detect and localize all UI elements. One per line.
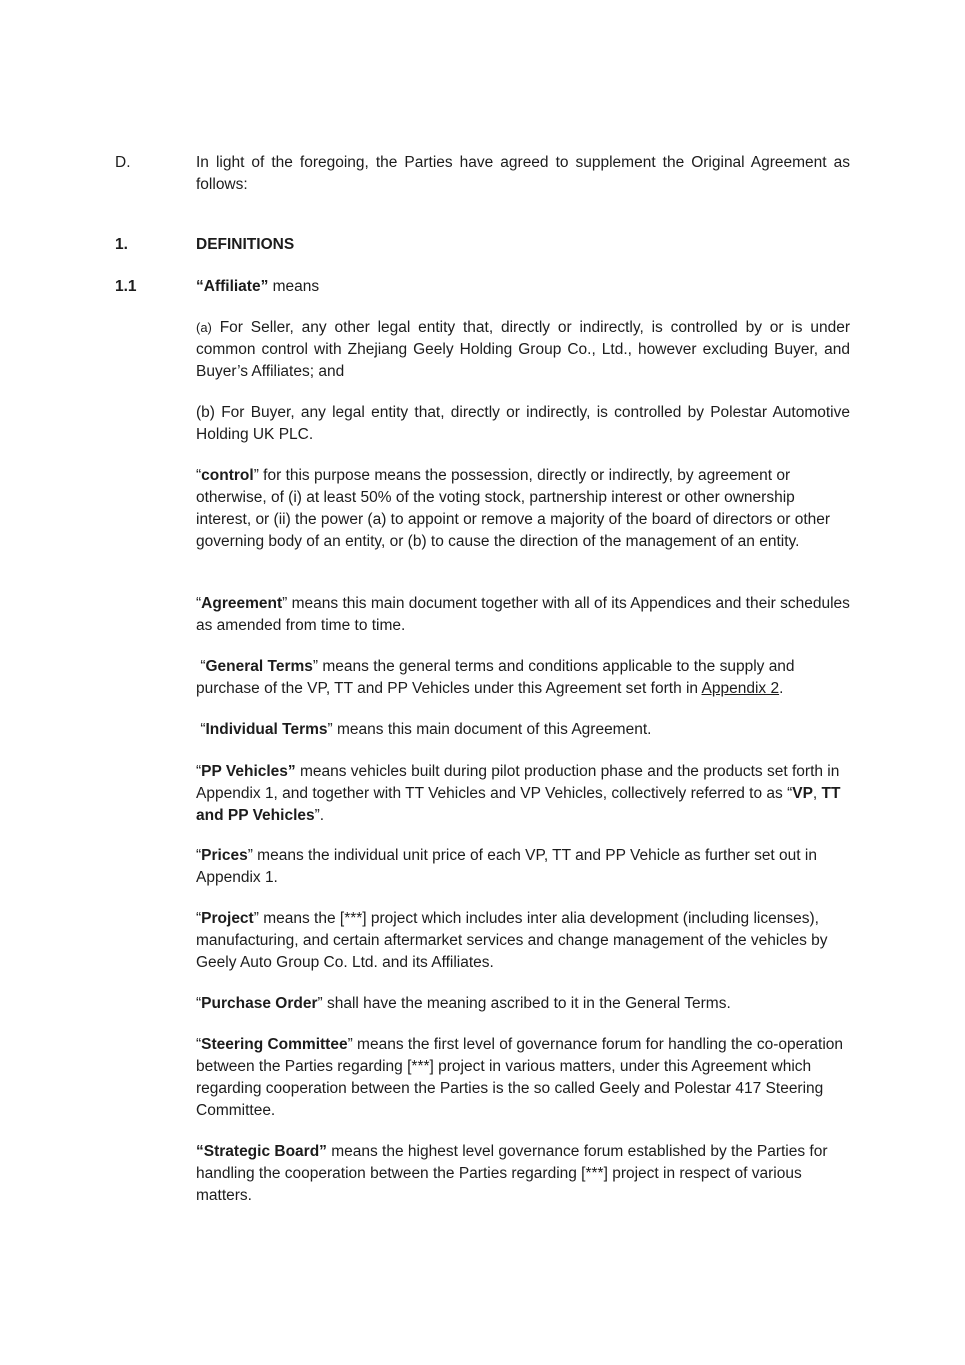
definition-purchase-order-text: ” shall have the meaning ascribed to it in the General Terms. [317, 995, 731, 1012]
definition-individual-terms [196, 719, 850, 741]
definition-purchase-order [196, 993, 850, 1015]
definition-individual-terms-text: ” means this main document of this Agreement. [327, 721, 652, 738]
definition-project [196, 908, 850, 974]
term-general-terms: General Terms [205, 658, 313, 675]
period: . [779, 680, 784, 697]
term-purchase-order: Purchase Order [201, 995, 318, 1012]
definition-general-terms [196, 656, 850, 700]
quote-open: “ [196, 467, 202, 484]
clause-text [196, 276, 850, 298]
definition-control-text: ” for this purpose means the possession, directly or indirectly, by agreement or otherwise, of (i) at least 50% of the voting stock, partnership interest or other ownership interest, or (ii) the power (a) to appoint or remove a majority of the board of directors or other governing body of an entity, or (b) to cause the direction of the management of an entity. [196, 467, 831, 550]
definition-agreement [196, 593, 850, 637]
definition-control [196, 465, 850, 553]
term-individual-terms: Individual Terms [205, 721, 328, 738]
quote-open: “ [196, 658, 206, 675]
clause-number: 1.1 [115, 278, 137, 295]
term-strategic-board: “Strategic Board” [196, 1143, 327, 1160]
quote-open: “ [196, 763, 202, 780]
definition-pp-vehicles [196, 761, 850, 827]
definition-steering-committee-text: ” means the first level of governance forum for handling the co-operation between the Parties regarding [***] project in various matters, under this Agreement which regarding cooperation between the Parties is the so called Geely and Polestar 417 Steering Committee. [196, 1036, 844, 1119]
definition-project-text: ” means the [***] project which includes inter alia development (including licenses), manufacturing, and certain aftermarket services and change management of the vehicles by Geely Auto Group Co. Ltd. and its Affiliates. [196, 910, 828, 971]
definition-prices [196, 845, 850, 889]
quote-open: “ [196, 910, 202, 927]
affiliate-b-text: For Buyer, any legal entity that, directly or indirectly, is controlled by Polestar Automotive Holding UK PLC. [196, 404, 850, 443]
quote-open: “ [196, 995, 202, 1012]
definition-steering-committee [196, 1034, 850, 1122]
definition-strategic-board [196, 1141, 850, 1207]
quote-close: ”. [314, 807, 325, 824]
term-control: control [201, 467, 254, 484]
recital-label: D. [115, 154, 131, 171]
recital-text: In light of the foregoing, the Parties have agreed to supplement the Original Agreement as follows: [196, 154, 850, 193]
term-tt-pp-vehicles: TT and PP Vehicles [196, 785, 841, 824]
clause-term: “Affiliate” [196, 278, 269, 295]
definition-prices-text: ” means the individual unit price of each VP, TT and PP Vehicle as further set out in Appendix 1. [196, 847, 817, 886]
definition-agreement-text: ” means this main document together with all of its Appendices and their schedules as amended from time to time. [196, 595, 850, 634]
term-vp: VP [792, 785, 813, 802]
definition-pp-vehicles-text: means vehicles built during pilot production phase and the products set forth in Appendix 1, and together with TT Vehicles and VP Vehicles, collectively referred to as “ [196, 763, 840, 802]
definition-general-terms-text: ” means the general terms and conditions applicable to the supply and purchase of the VP, TT and PP Vehicles under this Agreement set forth in [196, 658, 799, 697]
comma: , [812, 785, 822, 802]
quote-open: “ [196, 847, 202, 864]
term-steering-committee: Steering Committee [201, 1036, 348, 1053]
appendix-2-link: Appendix 2 [701, 680, 780, 697]
clause-rest: means [268, 278, 320, 295]
affiliate-a-text: For Seller, any other legal entity that, directly or indirectly, is controlled by or is under common control with Zhejiang Geely Holding Group Co., Ltd., however excluding Buyer, and Buyer’s Affiliates; and [196, 319, 850, 380]
term-agreement: Agreement [201, 595, 283, 612]
definition-strategic-board-text: means the highest level governance forum established by the Parties for handling the cooperation between the Parties regarding [***] project in respect of various matters. [196, 1143, 828, 1204]
quote-open: “ [196, 595, 202, 612]
affiliate-a [196, 317, 850, 383]
term-prices: Prices [201, 847, 248, 864]
affiliate-b [196, 402, 850, 446]
term-pp-vehicles: PP Vehicles” [201, 763, 296, 780]
affiliate-a-label: (a) [196, 320, 212, 335]
affiliate-b-label: (b) [196, 404, 215, 421]
section-number: 1. [115, 236, 128, 253]
section-title: DEFINITIONS [196, 236, 295, 253]
term-project: Project [201, 910, 254, 927]
quote-open: “ [196, 1036, 202, 1053]
quote-open: “ [196, 721, 206, 738]
